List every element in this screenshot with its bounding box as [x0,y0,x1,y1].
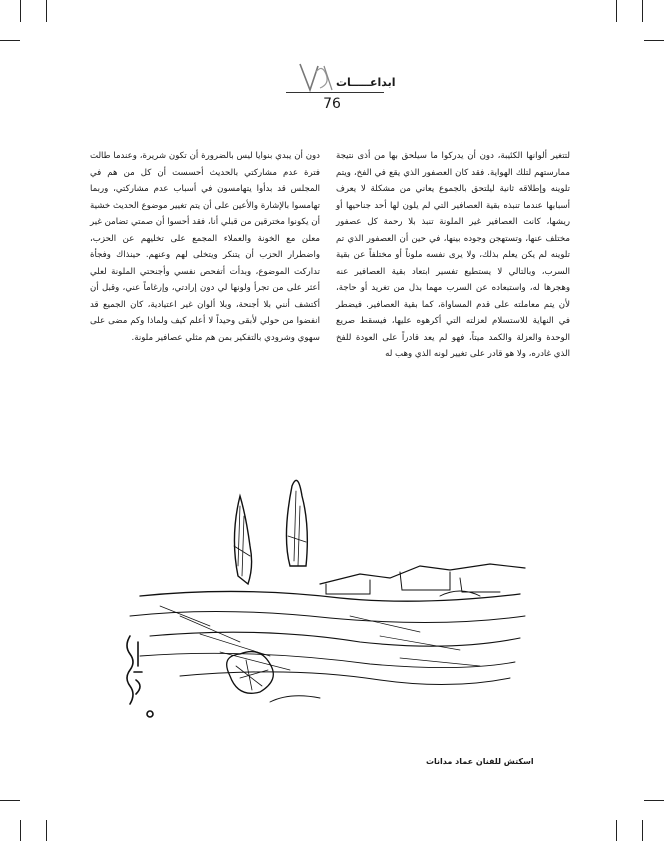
article-column-right: لتتغير ألوانها الكئيبة، دون أن يدركوا ما سيلحق بها من أذى نتيجة ممارستهم لتلك الهواية. فقد كان العصفور الذي يقع في الفخ، ويتم تلوينه وإطلاقه ثانية ليلتحق بالجموع يعاني من مشكلة لا يعرف أسبابها عندما تنبذه بقية العصافير التي لم يلون لها أحد جناحيها أو ريشها، كانت العصافير غير الملونة تنبذ بلا رحمة كل عصفور مختلف عنها، وتستهجن وجوده بينها، في حين أن العصفور الذي تم تلوينه لم يكن يعلم بذلك، ولا يرى نفسه ملوناً أو مختلفاً عن بقية السرب، وبالتالي لا يستطيع تفسير ابتعاد بقية العصافير عنه وهجرها له، واستبعاده عن السرب مهما بذل من تغريد أو حاجة، لأن يتم معاملته على قدم المساواة، كما بقية العصافير. فيضطر في النهاية للاستسلام لعزلته التي أكرهوه عليها، فيسقط صريع الوحدة والعزلة والكمد ميتاً، فهو لم يعد قادراً على العودة للفخ الذي غادره، ولا هو قادر على تغيير لونه الذي وهب له [336,151,570,359]
crop-mark [20,820,21,841]
crop-mark [642,820,643,841]
page-header [0,0,664,120]
article-column-left: دون أن يبدي بنوايا ليس بالضرورة أن تكون شريرة، وعندما طالت فترة عدم مشاركتي بالحديث أحسست أن كل من هم في المجلس قد بدأوا يتهامسون في أسباب عدم مشاركتي، وربما تهامسوا بالإشارة والأعين على أن يتم تغيير موضوع الحديث خشية أن يكونوا مخترقين من قبلي أنا، فقد أحسوا أن صمتي تضامن غير معلن مع الخونة والعملاء المجمع على تخليهم عن الحزب، واضطرار الحزب أن يتنكر ويتخلى لهم وعنهم. حينذاك وفجأة تداركت الموضوع، وبدأت أتفحص نفسي وأجنحتي الملونة لعلي أعثر على من تجرأ ولونها لي دون إرادتي، وإرغاماً عني، وقبل أن أكتشف أنني بلا أجنحة، وبلا ألوان غير اعتيادية، كان الجميع قد انفضوا من حولي لأبقى وحيداً لا أعلم كيف ولماذا وكم مضى على سهوي وشرودي بالتفكير بمن هم مثلي عصافير ملونة. [90,151,320,343]
header-rule [286,92,384,93]
sketch-caption: اسكتش للفنان عماد مدانات [426,757,534,766]
crop-mark [616,820,617,841]
magazine-logo-icon [296,60,336,94]
crop-mark [644,800,664,801]
page-number: 76 [323,96,341,112]
ink-sketch-illustration [120,466,530,746]
crop-mark [46,820,47,841]
crop-mark [0,800,20,801]
section-title: ابداعـــــات [336,76,396,89]
